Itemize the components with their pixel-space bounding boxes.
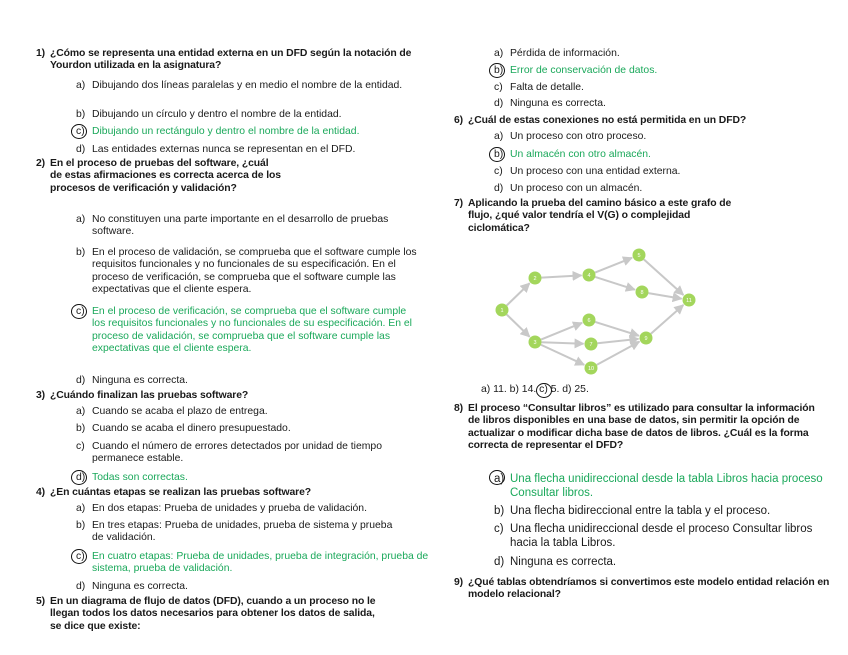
graph-edge xyxy=(507,315,530,337)
option-5d xyxy=(494,98,814,110)
option-text: Cuando el número de errores detectados por unidad de tiempo permanece estable. xyxy=(92,441,382,465)
option-text: Dibujando un círculo y dentro el nombre de la entidad. xyxy=(92,109,342,120)
option-3a xyxy=(76,406,426,418)
option-text: En dos etapas: Prueba de unidades y prueba de validación. xyxy=(92,503,367,514)
option-text: Ninguna es correcta. xyxy=(510,556,617,568)
graph-node-label: 2 xyxy=(533,276,537,282)
question-7 xyxy=(454,198,754,235)
option-8a-correct xyxy=(494,472,834,500)
option-4a xyxy=(76,503,426,515)
question-text: ¿Cómo se representa una entidad externa en un DFD según la notación de Yourdon utilizada en la asignatura? xyxy=(50,48,412,72)
question-text: ¿Cuándo finalizan las pruebas software? xyxy=(50,390,249,401)
option-letter: b) xyxy=(494,149,504,160)
option-6b-correct xyxy=(494,149,814,161)
option-text: Pérdida de información. xyxy=(510,48,620,59)
option-letter: a) xyxy=(494,48,504,59)
option-letter: c) xyxy=(494,166,503,177)
question-8 xyxy=(454,403,820,453)
option-4c-correct xyxy=(76,551,432,576)
option-letter: a) xyxy=(76,406,86,417)
graph-node-label: 3 xyxy=(533,340,537,346)
option-text: Un proceso con un almacén. xyxy=(510,183,643,194)
flow-graph xyxy=(492,240,722,380)
option-text: En el proceso de validación, se comprueba que el software cumple los requisitos funcionales y no funcionales de su especificación. En el proceso de verificación, se comprueba que el software cumple las expectativas que el cliente espera. xyxy=(92,247,417,296)
option-letter: b) xyxy=(76,109,86,120)
option-6c xyxy=(494,166,814,178)
option-letter: a) xyxy=(494,131,504,142)
question-text: El proceso “Consultar libros” es utilizado para consultar la información de libros disponibles en una base de datos, sin permitir la opción de actualizar o modificar dicha base de datos de libros. ¿Cuál es la forma correcta de representar el DFD? xyxy=(468,403,815,452)
option-letter: d) xyxy=(76,581,86,592)
graph-node-label: 6 xyxy=(587,318,591,324)
option-4b xyxy=(76,520,394,545)
option-5c xyxy=(494,82,814,94)
question-text: Aplicando la prueba del camino básico a este grafo de flujo, ¿qué valor tendría el V(G) o complejidad ciclomática? xyxy=(468,198,732,234)
question-2 xyxy=(36,158,281,195)
question-1 xyxy=(36,48,430,73)
option-letter: d) xyxy=(76,144,86,155)
option-text: Todas son correctas. xyxy=(92,472,188,483)
option-1a xyxy=(76,80,426,92)
question-number: 6) xyxy=(454,115,464,126)
question-number: 8) xyxy=(454,403,464,414)
option-letter: b) xyxy=(494,505,505,517)
option-1c-correct xyxy=(76,126,436,138)
option-text: Una flecha bidireccional entre la tabla y el proceso. xyxy=(510,505,771,517)
option-text: Una flecha unidireccional desde el proceso Consultar libros hacia la tabla Libros. xyxy=(510,523,813,549)
option-letter: d) xyxy=(494,556,505,568)
option-1b xyxy=(76,109,426,121)
option-letter: c) xyxy=(539,384,548,395)
question-7-answers xyxy=(481,384,589,395)
question-9 xyxy=(454,577,834,602)
graph-edge xyxy=(507,283,530,305)
option-letter: c) xyxy=(76,441,85,452)
option-letter: c) xyxy=(76,126,85,137)
graph-edge xyxy=(541,342,583,344)
graph-node-label: 10 xyxy=(587,366,595,372)
graph-edge xyxy=(541,323,582,340)
option-text: En cuatro etapas: Prueba de unidades, prueba de integración, prueba de sistema, prueba de validación. xyxy=(92,551,429,575)
option-3d-correct xyxy=(76,472,426,484)
question-number: 4) xyxy=(36,487,46,498)
option-3c xyxy=(76,441,426,466)
graph-edge xyxy=(644,259,684,295)
option-text: Un proceso con otro proceso. xyxy=(510,131,647,142)
graph-node-label: 7 xyxy=(589,342,593,348)
question-number: 7) xyxy=(454,198,464,209)
option-text: Un almacén con otro almacén. xyxy=(510,149,651,160)
question-text: En el proceso de pruebas del software, ¿cuál de estas afirmaciones es correcta acerca de los procesos de verificación y validación? xyxy=(50,158,281,194)
graph-edge xyxy=(595,322,639,336)
graph-edge xyxy=(595,258,632,273)
option-text: Dibujando dos líneas paralelas y en medio el nombre de la entidad. xyxy=(92,80,403,91)
option-8d xyxy=(494,555,834,569)
graph-edge xyxy=(651,305,684,334)
question-text: En un diagrama de flujo de datos (DFD), cuando a un proceso no le llegan todos los datos necesarios para obtener los datos de salida, se dice que existe: xyxy=(50,596,376,632)
graph-node-label: 1 xyxy=(500,308,504,314)
question-text: ¿Cuál de estas conexiones no está permitida en un DFD? xyxy=(468,115,747,126)
option-2d xyxy=(76,375,426,387)
option-letter: a) xyxy=(494,473,505,485)
graph-edge xyxy=(648,293,681,299)
option-text: Ninguna es correcta. xyxy=(92,375,188,386)
option-8b xyxy=(494,504,834,518)
option-letter: d) xyxy=(494,183,504,194)
option-letter: b) xyxy=(76,423,86,434)
answers-after: 5. d) 25. xyxy=(550,384,589,395)
answers-before: a) 11. b) 14. xyxy=(481,384,537,395)
option-6a xyxy=(494,131,814,143)
option-text: Cuando se acaba el dinero presupuestado. xyxy=(92,423,291,434)
option-letter: c) xyxy=(494,82,503,93)
question-number: 9) xyxy=(454,577,464,588)
option-5a xyxy=(494,48,814,60)
question-number: 2) xyxy=(36,158,46,169)
option-text: Las entidades externas nunca se representan en el DFD. xyxy=(92,144,356,155)
question-5 xyxy=(36,596,378,633)
option-2a xyxy=(76,214,428,239)
graph-nodes xyxy=(496,249,696,375)
option-1d xyxy=(76,144,436,156)
option-text: Una flecha unidireccional desde la tabla Libros hacia proceso Consultar libros. xyxy=(510,473,823,499)
option-text: Ninguna es correcta. xyxy=(92,581,188,592)
option-8c xyxy=(494,522,824,550)
graph-edge xyxy=(541,345,584,365)
option-text: No constituyen una parte importante en el desarrollo de pruebas software. xyxy=(92,214,389,238)
option-6d xyxy=(494,183,814,195)
graph-edge xyxy=(541,275,581,277)
question-3 xyxy=(36,390,430,402)
question-text: ¿Qué tablas obtendríamos si convertimos este modelo entidad relación en modelo relacional? xyxy=(468,577,830,601)
answer-circle xyxy=(536,383,552,398)
option-letter: b) xyxy=(494,65,504,76)
option-4d xyxy=(76,581,426,593)
question-6 xyxy=(454,115,834,127)
option-letter: c) xyxy=(76,551,85,562)
graph-edge xyxy=(597,339,638,343)
option-2b xyxy=(76,247,426,297)
option-letter: d) xyxy=(494,98,504,109)
graph-edge xyxy=(597,342,640,365)
graph-node-label: 9 xyxy=(644,336,648,342)
option-text: En el proceso de verificación, se comprueba que el software cumple los requisitos funcionales y no funcionales de su especificación. En el proceso de validación, se comprueba que el software cumple las expectativas que el cliente espera. xyxy=(92,306,412,355)
option-text: Dibujando un rectángulo y dentro el nombre de la entidad. xyxy=(92,126,360,137)
question-text: ¿En cuántas etapas se realizan las pruebas software? xyxy=(50,487,312,498)
question-number: 5) xyxy=(36,596,46,607)
option-5b-correct xyxy=(494,65,814,77)
option-letter: b) xyxy=(76,247,86,258)
graph-node-label: 8 xyxy=(640,290,644,296)
option-letter: b) xyxy=(76,520,86,531)
option-2c-correct xyxy=(76,306,416,356)
option-text: Error de conservación de datos. xyxy=(510,65,658,76)
option-text: Cuando se acaba el plazo de entrega. xyxy=(92,406,268,417)
graph-node-label: 5 xyxy=(637,253,641,259)
option-letter: d) xyxy=(76,375,86,386)
option-letter: a) xyxy=(76,214,86,225)
question-number: 1) xyxy=(36,48,46,59)
graph-edge xyxy=(595,277,635,290)
question-4 xyxy=(36,487,430,499)
graph-node-label: 11 xyxy=(686,298,692,304)
option-letter: c) xyxy=(494,523,504,535)
option-letter: c) xyxy=(76,306,85,317)
option-text: Un proceso con una entidad externa. xyxy=(510,166,681,177)
option-3b xyxy=(76,423,426,435)
option-text: Falta de detalle. xyxy=(510,82,584,93)
option-letter: a) xyxy=(76,80,86,91)
option-text: En tres etapas: Prueba de unidades, prueba de sistema y prueba de validación. xyxy=(92,520,393,544)
option-letter: a) xyxy=(76,503,86,514)
option-letter: d) xyxy=(76,472,86,483)
graph-node-label: 4 xyxy=(587,273,591,279)
option-text: Ninguna es correcta. xyxy=(510,98,606,109)
answer-c-circled xyxy=(539,384,548,395)
question-number: 3) xyxy=(36,390,46,401)
